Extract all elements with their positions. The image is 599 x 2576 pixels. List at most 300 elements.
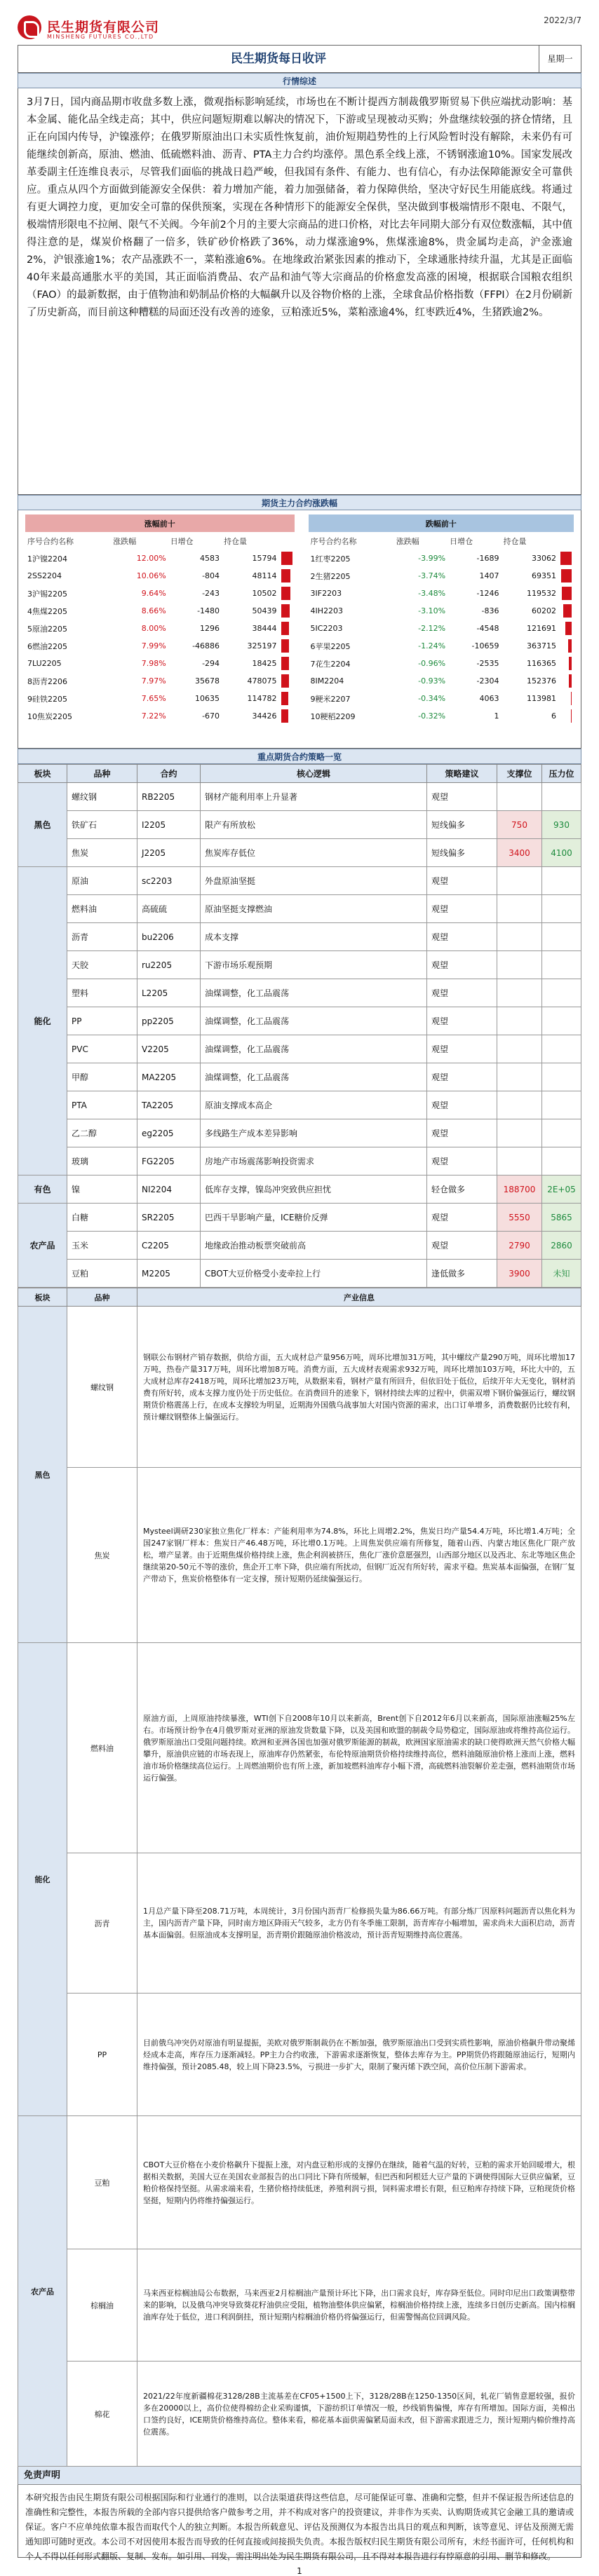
pressure-level (542, 1063, 581, 1091)
ranking-row (25, 707, 574, 725)
variety: 铁矿石 (67, 811, 137, 839)
change-bar-cell (279, 620, 295, 637)
rank-number: 10 (27, 711, 37, 721)
variety: 沥青 (67, 1853, 137, 1994)
open-interest: 478075 (247, 676, 277, 686)
open-interest: 152376 (527, 676, 556, 686)
open-interest: 6 (551, 711, 556, 721)
rank-number: 2 (27, 571, 32, 580)
row-gap (295, 602, 309, 620)
strategy-advice: 逢低做多 (427, 1260, 497, 1288)
support-level (497, 867, 542, 895)
contract-label: 花生2204 (315, 659, 351, 669)
industry-row (18, 1307, 581, 1468)
row-gap (295, 637, 309, 655)
pressure-level: 2E+05 (542, 1175, 581, 1204)
oi-change: -670 (202, 711, 220, 721)
oi-change: -243 (202, 589, 220, 598)
open-interest: 69351 (532, 571, 556, 580)
change-bar (281, 569, 290, 582)
strategy-table (18, 764, 581, 1288)
core-logic: 原油坚挺支撑燃油 (201, 895, 427, 923)
core-logic: 原油支撑成本高企 (201, 1091, 427, 1119)
oi-change: 1407 (479, 571, 499, 580)
variety: 棕榈油 (67, 2249, 137, 2362)
rank-number: 8 (310, 676, 316, 686)
core-logic: 钢材产能利用率上升显著 (201, 783, 427, 811)
change-bar-cell (279, 690, 295, 707)
contract-label: 红枣2205 (315, 554, 351, 564)
core-logic: 油煤调整，化工品震荡 (201, 1063, 427, 1091)
industry-info: 钢联公布钢材产销存数据，供给方面，五大成材总产量956万吨，周环比增加31万吨，其中螺纹产量290万吨，周环比增加17万吨，热卷产量317万吨，周环比增加8万吨。消费方面，五大成材表观需求932万吨，周环比增加103万吨，环比大中的，五大成材总库存2418万吨，周环比增加23万吨，从数据来看，钢材产量有所回升，但依旧处于低位，后续开年大无变化，钢材消费有所好转，成本支撑力度仍处于历史低位。在消费回升的迹象下，钢材持续去库的过程中，供需双增下钢价偏强运行，螺纹钢期货价格震荡上行，在成本支撑较为明显，近期海外国俄乌战事加大对国内资源的需求，出口订单增多，消费数据仍比较有利，预计螺纹钢整体上偏强运行。 (137, 1307, 581, 1468)
variety: 焦炭 (67, 1468, 137, 1643)
row-gap (295, 567, 309, 585)
support-level: 5550 (497, 1204, 542, 1232)
change-bar-cell (279, 637, 295, 655)
strategy-col-variety: 品种 (67, 765, 137, 783)
change-pct: 7.22% (141, 711, 166, 721)
strategy-advice: 观望 (427, 979, 497, 1007)
ranking-row (25, 655, 574, 672)
industry-info: 1月总产量下降至208.71万吨，本周统计，3月份国内沥青厂检修损失量为86.66万吨。有部分炼厂因原料问题沥青以焦化料为主，国内沥青产量下降，同时南方地区降雨天气较多，北方仍有冬季施工限制，沥青库存小幅增加，需求尚未大面积启动，沥青基本面偏弱。但原油成本支撑明显，沥青期价跟随原油价格波动，预计沥青短期维持高位震荡。 (137, 1853, 581, 1994)
sector-label: 黑色 (18, 1307, 67, 1643)
rank-number: 5 (310, 624, 316, 633)
pressure-level (542, 895, 581, 923)
change-pct: -2.12% (418, 624, 446, 633)
support-level: 750 (497, 811, 542, 839)
strategy-row (18, 1007, 581, 1035)
industry-info: CBOT大豆价格在小麦价格飙升下提振上涨，对内盘豆粕形成的支撑仍在继续，随着气温的好转，豆粕的需求开始回暖增大，根据相关数据，美国大豆在美国农业部报告的出口同比下降有所缓解，但巴西和阿根廷大豆产量的下调使得国际大豆供应偏紧，豆粕价格保持坚挺。从需求端来看，生猪价格持续低迷，养殖利润亏损，饲料需求增长有限，但豆粕库存持续下降，豆粕现货价格坚挺，短期内仍将维持偏强运行。 (137, 2116, 581, 2249)
change-pct: -0.96% (418, 659, 446, 668)
strategy-row (18, 1204, 581, 1232)
contract-label: LU2205 (32, 659, 62, 668)
support-level: 188700 (497, 1175, 542, 1204)
variety: PTA (67, 1091, 137, 1119)
contract-name (309, 620, 394, 637)
pressure-level: 5865 (542, 1204, 581, 1232)
contract: C2205 (137, 1232, 201, 1260)
strategy-row (18, 1260, 581, 1288)
ranking-row (25, 672, 574, 690)
variety: PP (67, 1007, 137, 1035)
strategy-section-title: 重点期货合约策略一览 (18, 749, 581, 764)
contract-name (309, 585, 394, 602)
change-bar (281, 674, 289, 688)
support-level (497, 951, 542, 979)
contract-name (25, 690, 111, 707)
strategy-row (18, 1175, 581, 1204)
variety: 乙二醇 (67, 1119, 137, 1147)
page-number: 1 (297, 2566, 302, 2576)
open-interest: 325197 (247, 641, 277, 650)
change-pct: -0.93% (418, 676, 446, 686)
oi-change: -46886 (192, 641, 220, 650)
support-level: 3400 (497, 839, 542, 867)
contract-name (309, 672, 394, 690)
support-level (497, 1035, 542, 1063)
change-bar-cell (279, 672, 295, 690)
change-pct: -1.24% (418, 641, 446, 650)
strategy-col-sector: 板块 (18, 765, 67, 783)
strategy-advice: 观望 (427, 1147, 497, 1175)
change-bar-cell (279, 602, 295, 620)
strategy-advice: 观望 (427, 1035, 497, 1063)
strategy-advice: 观望 (427, 1204, 497, 1232)
rank-number: 7 (27, 659, 32, 668)
contract-name (25, 707, 111, 725)
change-bar (560, 552, 572, 565)
industry-row (18, 1468, 581, 1643)
contract-label: IF2203 (315, 589, 342, 598)
row-gap (295, 585, 309, 602)
support-level (497, 979, 542, 1007)
contract-label: IM2204 (315, 676, 344, 686)
strategy-advice: 观望 (427, 923, 497, 951)
report-header (18, 13, 581, 43)
change-bar-cell (558, 655, 574, 672)
change-bar (281, 552, 292, 565)
contract: pp2205 (137, 1007, 201, 1035)
contract-label: 沥青2206 (32, 676, 67, 686)
row-gap (295, 690, 309, 707)
market-summary-text: 3月7日，国内商品期市收盘多数上涨，微观指标影响延续，市场也在不断计提西方制裁俄罗斯贸易下供应端扰动影响：基本金属、能化品全线走高；其中，供应问题短期难以解决的情况下，下游或呈现被动买购；外盘继续较强的挤仓情绪，且正在向国内传导，沪镍涨停；在俄罗斯原油出口未实质性恢复前，油价短期趋势性的上行风险暂时没有解除，未来仍有可能继续创新高，原油、燃油、低硫燃料油、沥青、PTA主力合约均涨停。黑色系全线上涨，不锈钢涨逾10%。国家发展改革委副主任连维良表示，尽管我们面临的挑战日趋严峻，但我国有条件、有能力、也有信心，有办法保障能源安全可靠供应。重点从四个方面做到能源安全保供：着力增加产能，着力加强储备，着力保障供给，坚决守好民生用能底线。将通过有更大调控力度，更加安全可靠的保供预案，实现在各种情形下的能源安全保供，坚决做到事极端情形不限电、不限气，极端情形限电不拉闸、限气不关阀。今年前2个月的主要大宗商品的进口价格，对比去年同期大部分有双位数涨幅，其中值得注意的是，煤炭价格翻了一倍多，铁矿砂价格跌了36%，动力煤涨逾9%，焦煤涨逾8%，贵金属均走高，沪金涨逾2%，沪银涨逾1%；农产品涨跌不一，菜粕涨逾6%。在地缘政治紧张因素的推动下，全球通胀持续升温，尤其是正面临40年来最高通胀水平的美国，其正面临消费品、农产品和油气等大宗商品的价格愈发高涨的困境，根据联合国粮农组织（FAO）的最新数据，由于值物油和奶制品价格的大幅飙升以及谷物价格的上涨，全球食品价格指数（FFPI）在2月份刷新了历史新高，而目前这种糟糕的局面还没有改善的迹象，豆粕涨近5%，菜粕涨逾4%，红枣跌近4%，生猪跌逾2%。 (18, 88, 581, 495)
contract: NI2204 (137, 1175, 201, 1204)
pressure-level: 930 (542, 811, 581, 839)
support-level (497, 1147, 542, 1175)
pressure-level (542, 1119, 581, 1147)
rank-number: 3 (310, 589, 316, 598)
variety: 镍 (67, 1175, 137, 1204)
variety: 燃料油 (67, 895, 137, 923)
rank-number: 4 (27, 606, 32, 616)
strategy-col-support: 支撑位 (497, 765, 542, 783)
rank-number: 4 (310, 606, 316, 615)
open-interest: 119532 (527, 589, 556, 598)
change-bar (563, 604, 572, 618)
strategy-row (18, 895, 581, 923)
core-logic: 地缘政治推动板票突破前高 (201, 1232, 427, 1260)
pressure-level (542, 979, 581, 1007)
strategy-advice: 观望 (427, 1232, 497, 1260)
company-name-en: MINSHENG FUTURES CO.,LTD (47, 34, 154, 40)
industry-col-sector: 板块 (18, 1288, 67, 1307)
row-gap (295, 550, 309, 567)
variety: 沥青 (67, 923, 137, 951)
ranking-row (25, 585, 574, 602)
change-bar (568, 639, 572, 653)
oi-change: -2304 (476, 676, 499, 686)
pressure-level (542, 951, 581, 979)
rankings-table (25, 514, 574, 725)
strategy-advice: 观望 (427, 895, 497, 923)
ranking-row (25, 550, 574, 567)
strategy-row (18, 1147, 581, 1175)
rank-number: 7 (310, 659, 316, 669)
col-header-oi: 持仓量 (224, 536, 248, 546)
report-date: 2022/3/7 (544, 15, 581, 25)
oi-change: -1246 (476, 589, 499, 598)
rank-number: 2 (310, 571, 316, 581)
variety: 白糖 (67, 1204, 137, 1232)
open-interest: 116365 (527, 659, 556, 668)
company-logo (18, 13, 186, 43)
weekday-label: 星期一 (539, 46, 581, 72)
industry-info: 目前俄乌冲突仍对原油有明显提振，美欧对俄罗斯制裁仍在不断加强，俄罗斯原油出口受到实质性影响，原油价格飙升带动聚烯烃成本走高，库存压力逐渐减轻。PP主力合约收涨，下游需求逐渐恢复，整体去库存为主。PP期货仍将跟随原油运行，短期内维持偏强，预计2085.48，较上周下降23.5%，亏损进一步扩大，限制了聚丙烯下跌空间，高价位压制下游需求。 (137, 1994, 581, 2116)
contract: 高硫硫 (137, 895, 201, 923)
oi-change: 1 (494, 711, 499, 721)
disclaimer-title: 免责声明 (18, 2467, 581, 2485)
strategy-advice: 观望 (427, 867, 497, 895)
change-bar-cell (558, 637, 574, 655)
change-pct: 7.65% (141, 694, 166, 703)
contract-label: 沪镍2204 (32, 554, 67, 564)
variety: PP (67, 1994, 137, 2116)
contract-label: 焦煤2205 (32, 606, 67, 616)
change-pct: 12.00% (136, 554, 166, 563)
change-pct: -3.74% (418, 571, 446, 580)
change-bar (281, 692, 288, 705)
variety: 豆粕 (67, 2116, 137, 2249)
strategy-row (18, 1119, 581, 1147)
change-bar (281, 709, 288, 723)
core-logic: 低库存支撑，镍岛冲突致供应担忧 (201, 1175, 427, 1204)
strategy-row (18, 1035, 581, 1063)
title-box (18, 45, 581, 73)
change-pct: -3.10% (418, 606, 446, 615)
contract: SR2205 (137, 1204, 201, 1232)
change-bar-cell (279, 707, 295, 725)
ranking-row (25, 567, 574, 585)
support-level (497, 1091, 542, 1119)
variety: 塑料 (67, 979, 137, 1007)
core-logic: 限产有所放松 (201, 811, 427, 839)
contract-label: 焦炭2205 (37, 711, 72, 721)
change-bar (562, 587, 572, 600)
open-interest: 48114 (252, 571, 277, 580)
contract-name (25, 620, 111, 637)
core-logic: 油煤调整，化工品震荡 (201, 979, 427, 1007)
contract-label: 粳米2207 (315, 694, 351, 704)
open-interest: 60202 (532, 606, 556, 615)
strategy-row (18, 867, 581, 895)
oi-change: -836 (481, 606, 499, 615)
industry-table (18, 1288, 581, 2467)
row-gap (295, 707, 309, 725)
industry-col-info: 产业信息 (137, 1288, 581, 1307)
strategy-row (18, 1091, 581, 1119)
rankings-panel (18, 510, 581, 749)
variety: 甲醇 (67, 1063, 137, 1091)
industry-row (18, 1853, 581, 1994)
strategy-row (18, 783, 581, 811)
change-bar-cell (558, 690, 574, 707)
company-name-cn: 民生期货有限公司 (47, 20, 160, 35)
contract-name (309, 707, 394, 725)
open-interest: 121691 (527, 624, 556, 633)
contract-label: 粳稻2209 (320, 711, 356, 721)
rank-number: 6 (310, 641, 316, 651)
strategy-row (18, 1063, 581, 1091)
industry-row (18, 2249, 581, 2362)
contract-name (25, 602, 111, 620)
change-bar-cell (558, 585, 574, 602)
pressure-level (542, 1091, 581, 1119)
variety: 螺纹钢 (67, 1307, 137, 1468)
col-header-change: 涨跌幅 (396, 536, 419, 546)
contract: RB2205 (137, 783, 201, 811)
core-logic: CBOT大豆价格受小麦牵拉上行 (201, 1260, 427, 1288)
change-bar-cell (279, 655, 295, 672)
industry-row (18, 2362, 581, 2467)
contract: L2205 (137, 979, 201, 1007)
strategy-col-contract: 合约 (137, 765, 201, 783)
col-header-oi-change: 日增仓 (170, 536, 194, 546)
oi-change: -10659 (471, 641, 499, 650)
change-pct: 10.06% (136, 571, 166, 580)
sector-label: 有色 (18, 1175, 67, 1204)
support-level (497, 1119, 542, 1147)
col-header-oi: 持仓量 (503, 536, 527, 546)
contract-name (25, 672, 111, 690)
rankings-section-title: 期货主力合约涨跌幅 (18, 495, 581, 510)
strategy-advice: 轻仓做多 (427, 1175, 497, 1204)
change-pct: -0.32% (418, 711, 446, 721)
oi-change: 1296 (200, 624, 220, 633)
change-bar-cell (279, 585, 295, 602)
change-bar (281, 622, 289, 635)
contract: ru2205 (137, 951, 201, 979)
strategy-col-pressure: 压力位 (542, 765, 581, 783)
pressure-level: 2860 (542, 1232, 581, 1260)
variety: 棉花 (67, 2362, 137, 2467)
contract: bu2206 (137, 923, 201, 951)
change-bar (281, 657, 289, 670)
industry-row (18, 1643, 581, 1853)
change-bar-cell (558, 707, 574, 725)
strategy-advice: 观望 (427, 951, 497, 979)
variety: 焦炭 (67, 839, 137, 867)
col-header-name: 序号合约名称 (27, 536, 74, 546)
gainers-title: 涨幅前十 (25, 514, 295, 532)
losers-title: 跌幅前十 (309, 514, 574, 532)
change-bar-cell (558, 602, 574, 620)
core-logic: 房地产市场震荡影响投资需求 (201, 1147, 427, 1175)
industry-row (18, 2116, 581, 2249)
strategy-row (18, 1232, 581, 1260)
change-pct: 9.64% (141, 589, 166, 598)
change-pct: -3.48% (418, 589, 446, 598)
col-header-change: 涨跌幅 (113, 536, 137, 546)
row-gap (295, 655, 309, 672)
contract-label: 燃油2205 (32, 641, 67, 651)
pressure-level (542, 1035, 581, 1063)
contract-name (25, 550, 111, 567)
disclaimer-text: 本研究报告由民生期货有限公司根据国际和行业通行的准则，以合法渠道获得这些信息，尽可能保证可靠、准确和完整，但并不保证报告所述信息的准确性和完整性，本报告所载的全部内容只提供给客户做参考之用，并不构成对客户的投资建议，并非作为买卖、认购期货或其它金融工具的邀请或保证。客户不应单纯依靠本报告而取代个人的独立判断。本报告所载意见、评估及预测仅为本报告出具日的观点和判断，该等意见、评估及预测无需通知即可随时更改。本公司不对因使用本报告而导致的任何直接或间接损失负责。本报告版权归民生期货有限公司所有，未经书面许可，任何机构和个人不得以任何形式翻版、复制、发布。如引用、刊发，需注明出处为民生期货有限公司，且不得对本报告进行有悖原意的引用、删节和修改。 (18, 2485, 581, 2558)
minsheng-logo-icon (18, 15, 41, 39)
rank-number: 6 (27, 641, 32, 651)
core-logic: 下游市场乐观预期 (201, 951, 427, 979)
contract-name (25, 637, 111, 655)
contract-label: 苹果2205 (315, 641, 351, 651)
open-interest: 15794 (252, 554, 277, 563)
contract-label: 硅铁2205 (32, 694, 67, 704)
sector-label: 黑色 (18, 783, 67, 867)
strategy-row (18, 979, 581, 1007)
industry-info: Mysteel调研230家独立焦化厂样本：产能利用率为74.8%，环比上周增2.2%，焦炭日均产量54.4万吨，环比增1.4万吨；全国247家钢厂样本：焦炭日产46.48万吨，环比增0.1万吨。上周焦炭供应端有所修复，随着山西、内蒙古地区焦化厂限产放松，增产显著。由于近期焦煤价格持续上涨，焦企利润被挤压，焦化厂涨价意愿强烈，山西部分地区以及西北、东北等地区焦企继续第20-50元不等的涨价，焦企开工率下降，供应端有所扰动，但钢厂近况有所好转，需求平稳。焦炭基本面偏强，在钢厂复产带动下，焦炭价格整体有一定支撑，预计短期仍延续偏强运行。 (137, 1468, 581, 1643)
rank-number: 8 (27, 676, 32, 686)
col-header-oi-change: 日增仓 (450, 536, 473, 546)
change-pct: 7.99% (141, 641, 166, 650)
change-bar-cell (558, 672, 574, 690)
variety: 豆粕 (67, 1260, 137, 1288)
change-pct: 7.97% (141, 676, 166, 686)
oi-change: 35678 (195, 676, 220, 686)
industry-info: 原油方面，上周原油持续暴涨，WTI创下自2008年10月以来新高，Brent创下自2012年6月以来新高，国际原油涨幅25%左右。市场预计纷争在4月俄罗斯对亚洲的原油发货数量下降，以及美国和欧盟的制裁令局势稳定，国际原油或将维持高位运行。俄罗斯原油出口受阻问题持续。欧洲和亚洲各国也加强对俄罗斯能源的制裁，欧洲国家原油需求的缺口使得欧洲天然气价格大幅攀升，原油供应链的市场表现上，原油库存仍然紧张，布伦特原油期货价格持续维持高位，燃料油随原油价格上涨而上涨，燃料油市场价格继续高位运行。上周燃油期价也有所上涨，新加坡燃料油库存小幅下滑，高硫燃料油裂解价差走强，燃料油期货市场运行偏强。 (137, 1643, 581, 1853)
ranking-row (25, 637, 574, 655)
strategy-row (18, 951, 581, 979)
oi-change: 4063 (479, 694, 499, 703)
strategy-col-logic: 核心逻辑 (201, 765, 427, 783)
oi-change: -2535 (476, 659, 499, 668)
support-level (497, 895, 542, 923)
change-pct: -3.99% (418, 554, 446, 563)
support-level (497, 1007, 542, 1035)
strategy-advice: 观望 (427, 1091, 497, 1119)
contract-name (309, 602, 394, 620)
pressure-level (542, 783, 581, 811)
change-pct: 7.98% (141, 659, 166, 668)
contract: sc2203 (137, 867, 201, 895)
contract-name (309, 637, 394, 655)
strategy-row (18, 839, 581, 867)
contract: I2205 (137, 811, 201, 839)
pressure-level (542, 1147, 581, 1175)
open-interest: 18425 (252, 659, 277, 668)
strategy-advice: 观望 (427, 1119, 497, 1147)
ranking-row (25, 620, 574, 637)
contract: eg2205 (137, 1119, 201, 1147)
change-bar (569, 674, 572, 688)
oi-change: -294 (202, 659, 220, 668)
core-logic: 油煤调整，化工品震荡 (201, 1035, 427, 1063)
industry-col-variety: 品种 (67, 1288, 137, 1307)
sector-label: 农产品 (18, 2116, 67, 2467)
summary-section-title: 行情综述 (18, 73, 581, 88)
contract: M2205 (137, 1260, 201, 1288)
change-bar-cell (558, 620, 574, 637)
strategy-advice: 观望 (427, 1063, 497, 1091)
core-logic: 油煤调整，化工品震荡 (201, 1007, 427, 1035)
rank-number: 5 (27, 624, 32, 634)
rank-number: 3 (27, 589, 32, 599)
variety: 原油 (67, 867, 137, 895)
contract-name (309, 567, 394, 585)
open-interest: 10502 (252, 589, 277, 598)
open-interest: 38444 (252, 624, 277, 633)
change-pct: -0.34% (418, 694, 446, 703)
contract-name (309, 690, 394, 707)
contract-label: 生猪2205 (315, 571, 351, 581)
contract-name (25, 655, 111, 672)
oi-change: -804 (202, 571, 220, 580)
change-bar-cell (558, 550, 574, 567)
core-logic: 焦炭库存低位 (201, 839, 427, 867)
sector-label: 能化 (18, 867, 67, 1175)
change-bar (561, 569, 572, 582)
change-bar (571, 709, 572, 723)
pressure-level (542, 1007, 581, 1035)
rank-number: 9 (310, 694, 316, 704)
